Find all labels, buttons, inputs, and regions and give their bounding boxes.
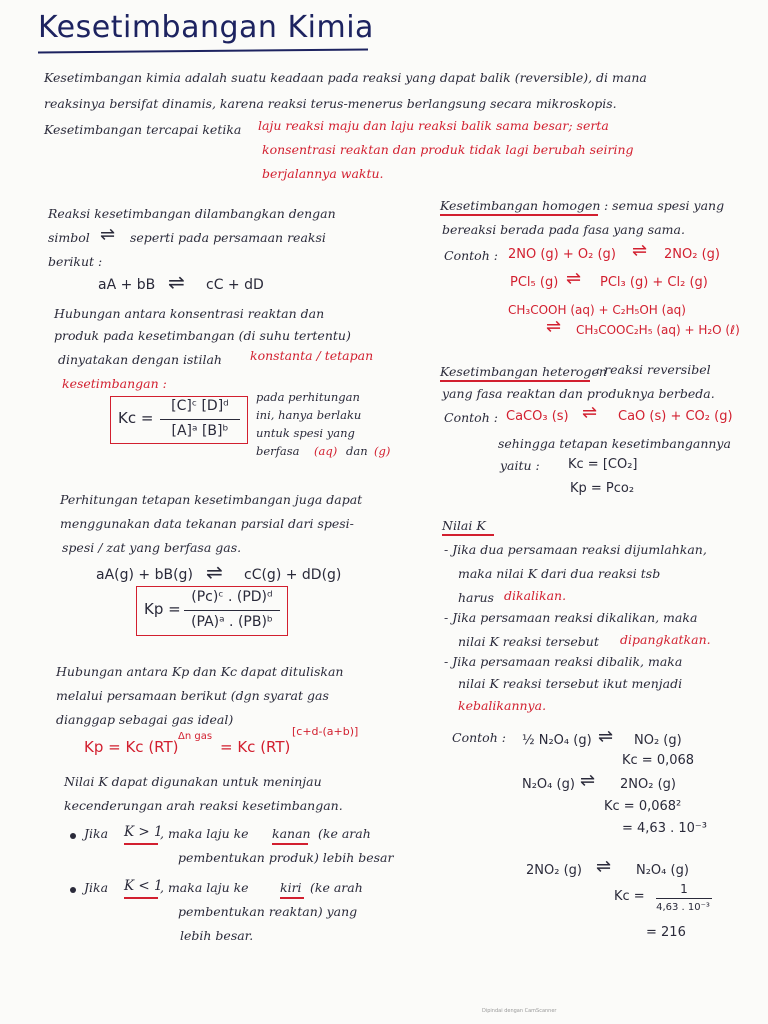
- intro-line-2: reaksinya bersifat dinamis, karena reaksi terus-menerus berlangsung secara mikroskopis.: [44, 96, 617, 111]
- kanan-underline: [272, 843, 308, 845]
- kp-intro-1: Perhitungan tetapan kesetimbangan juga dapat: [60, 492, 363, 507]
- equilibrium-arrow-icon: ⇌: [632, 240, 648, 261]
- nk-1-d: dikalikan.: [504, 588, 567, 603]
- general-eq-right: cC + dD: [206, 277, 264, 293]
- kp-intro-2: menggunakan data tekanan parsial dari spesi-: [60, 516, 354, 531]
- hetero-title: Kesetimbangan heterogen: [440, 364, 607, 379]
- contoh-label: Contoh :: [444, 248, 498, 263]
- ex1-kc: Kc = 0,068: [622, 753, 695, 768]
- rel-line-1: Hubungan antara Kp dan Kc dapat dituliskan: [56, 664, 344, 679]
- equilibrium-arrow-icon: ⇌: [566, 268, 582, 289]
- equilibrium-arrow-icon: ⇌: [596, 856, 612, 877]
- title-underline: [38, 49, 368, 54]
- rel-eq-part-1: Kp = Kc (RT): [84, 738, 179, 756]
- nk-1-c: harus: [458, 590, 494, 605]
- reaksi-line-3: berikut :: [48, 254, 103, 269]
- homo-eq1-right: 2NO₂ (g): [664, 247, 720, 262]
- homo-desc-2: bereaksi berada pada fasa yang sama.: [442, 222, 685, 237]
- example-label: Contoh :: [452, 730, 506, 745]
- equilibrium-arrow-icon: ⇌: [598, 726, 614, 747]
- hetero-desc-2: yang fasa reaktan dan produknya berbeda.: [442, 386, 715, 401]
- hetero-kp: Kp = Pco₂: [570, 481, 635, 496]
- nilai-line-2: kecenderungan arah reaksi kesetimbangan.: [64, 798, 343, 813]
- ex3-denominator: 4,63 . 10⁻³: [656, 902, 710, 913]
- homo-eq2-right: PCl₃ (g) + Cl₂ (g): [600, 275, 708, 290]
- general-eq-left: aA + bB: [98, 277, 156, 293]
- kc-note-1: pada perhitungan: [256, 390, 360, 404]
- hetero-desc-3: sehingga tetapan kesetimbangannya: [498, 436, 731, 451]
- kc-note-4d: (g): [374, 444, 391, 458]
- hetero-eq-right: CaO (s) + CO₂ (g): [618, 409, 733, 424]
- k-lt-1-underline: [124, 897, 158, 899]
- reaksi-line-2a: simbol: [48, 230, 90, 245]
- nk-2-c: dipangkatkan.: [620, 632, 711, 647]
- equilibrium-arrow-icon: ⇌: [546, 316, 562, 337]
- ex3-value: = 216: [646, 925, 686, 940]
- homo-title: Kesetimbangan homogen: [440, 198, 601, 213]
- bullet-2-a: Jika: [84, 880, 109, 895]
- nk-3-a: - Jika persamaan reaksi dibalik, maka: [444, 654, 683, 669]
- kc-denominator: [A]ᵃ [B]ᵇ: [171, 423, 229, 439]
- intro-line-3b: laju reaksi maju dan laju reaksi balik sama besar; serta: [258, 118, 609, 133]
- equilibrium-arrow-icon: ⇌: [100, 224, 116, 245]
- homo-eq3-left: CH₃COOH (aq) + C₂H₅OH (aq): [508, 303, 686, 317]
- nk-3-b: nilai K reaksi tersebut ikut menjadi: [458, 676, 683, 691]
- hub-line-2: produk pada kesetimbangan (di suhu tertentu): [54, 328, 351, 343]
- homo-eq2-left: PCl₅ (g): [510, 275, 559, 290]
- bullet-2-f: pembentukan reaktan) yang: [178, 904, 358, 919]
- hetero-desc-1: : reaksi reversibel: [596, 362, 711, 377]
- ex2-value: = 4,63 . 10⁻³: [622, 821, 707, 836]
- bullet-1-a: Jika: [84, 826, 109, 841]
- kp-eq-right: cC(g) + dD(g): [244, 567, 342, 583]
- kiri-underline: [280, 897, 304, 899]
- hub-line-3b: konstanta / tetapan: [250, 348, 374, 363]
- ex3-right: N₂O₄ (g): [636, 863, 689, 878]
- ex2-left: N₂O₄ (g): [522, 777, 575, 792]
- hub-line-4: kesetimbangan :: [62, 376, 167, 391]
- reaksi-line-1: Reaksi kesetimbangan dilambangkan dengan: [48, 206, 336, 221]
- ex1-right: NO₂ (g): [634, 733, 682, 748]
- homo-eq3-right: CH₃COOC₂H₅ (aq) + H₂O (ℓ): [576, 323, 740, 337]
- kc-note-4a: berfasa: [256, 444, 300, 458]
- equilibrium-arrow-icon: ⇌: [582, 402, 598, 423]
- bullet-2-b: K < 1: [124, 878, 163, 894]
- intro-line-4: konsentrasi reaktan dan produk tidak lagi berubah seiring: [262, 142, 634, 157]
- equilibrium-arrow-icon: ⇌: [580, 770, 596, 791]
- bullet-1-d: kanan: [272, 826, 311, 841]
- reaksi-line-2b: seperti pada persamaan reaksi: [130, 230, 326, 245]
- nk-2-b: nilai K reaksi tersebut: [458, 634, 599, 649]
- bullet-1-b: K > 1: [124, 824, 163, 840]
- hetero-title-underline: [440, 380, 590, 382]
- intro-line-3a: Kesetimbangan tercapai ketika: [44, 122, 242, 137]
- kp-label: Kp =: [144, 600, 181, 618]
- bullet-1-e: (ke arah: [318, 826, 371, 841]
- ex3-left: 2NO₂ (g): [526, 863, 582, 878]
- homo-eq1-left: 2NO (g) + O₂ (g): [508, 247, 616, 262]
- rel-line-2: melalui persamaan berikut (dgn syarat gas: [56, 688, 329, 703]
- nk-1-a: - Jika dua persamaan reaksi dijumlahkan,: [444, 542, 707, 557]
- bullet-icon: [70, 833, 76, 839]
- kp-intro-3: spesi / zat yang berfasa gas.: [62, 540, 242, 555]
- scanner-footer: Dipindai dengan CamScanner: [482, 1008, 557, 1014]
- ex1-left: ½ N₂O₄ (g): [522, 733, 592, 748]
- rel-exp-2: [c+d-(a+b)]: [292, 725, 359, 738]
- contoh-label: Contoh :: [444, 410, 498, 425]
- homo-desc-1: : semua spesi yang: [604, 198, 725, 213]
- rel-eq-part-2: = Kc (RT): [220, 738, 291, 756]
- hetero-eq-left: CaCO₃ (s): [506, 409, 569, 424]
- kp-fraction-line: [184, 610, 280, 611]
- hub-line-3a: dinyatakan dengan istilah: [58, 352, 222, 367]
- equilibrium-arrow-icon: ⇌: [206, 560, 223, 584]
- bullet-1-c: , maka laju ke: [160, 826, 249, 841]
- kp-numerator: (Pc)ᶜ . (PD)ᵈ: [191, 589, 273, 605]
- kc-note-3: untuk spesi yang: [256, 426, 355, 440]
- ex3-numerator: 1: [680, 882, 688, 896]
- nk-3-c: kebalikannya.: [458, 698, 547, 713]
- nk-2-a: - Jika persamaan reaksi dikalikan, maka: [444, 610, 698, 625]
- hetero-kc: Kc = [CO₂]: [568, 457, 638, 472]
- hub-line-1: Hubungan antara konsentrasi reaktan dan: [54, 306, 325, 321]
- intro-line-5: berjalannya waktu.: [262, 166, 384, 181]
- nk-1-b: maka nilai K dari dua reaksi tsb: [458, 566, 661, 581]
- ex3-fraction-line: [656, 898, 712, 899]
- bullet-1-f: pembentukan produk) lebih besar: [178, 850, 394, 865]
- bullet-2-c: , maka laju ke: [160, 880, 249, 895]
- bullet-2-e: (ke arah: [310, 880, 363, 895]
- k-gt-1-underline: [124, 843, 158, 845]
- homo-title-underline: [440, 214, 598, 216]
- kc-note-4b: (aq): [314, 444, 338, 458]
- kp-denominator: (PA)ᵃ . (PB)ᵇ: [191, 614, 273, 630]
- bullet-2-d: kiri: [280, 880, 302, 895]
- kc-numerator: [C]ᶜ [D]ᵈ: [171, 398, 229, 414]
- kc-fraction-line: [160, 419, 240, 420]
- intro-line-1: Kesetimbangan kimia adalah suatu keadaan pada reaksi yang dapat balik (reversible), di mana: [44, 70, 647, 85]
- ex2-kc: Kc = 0,068²: [604, 799, 682, 814]
- kc-label: Kc =: [118, 409, 154, 427]
- bullet-2-g: lebih besar.: [180, 928, 254, 943]
- ex2-right: 2NO₂ (g): [620, 777, 676, 792]
- hetero-desc-4: yaitu :: [500, 458, 540, 473]
- ex3-kc: Kc =: [614, 889, 645, 904]
- nilai-k-underline: [442, 534, 494, 536]
- kc-note-4c: dan: [346, 444, 368, 458]
- bullet-icon: [70, 887, 76, 893]
- nilai-k-title: Nilai K: [442, 518, 486, 533]
- page-title: Kesetimbangan Kimia: [38, 10, 374, 45]
- nilai-line-1: Nilai K dapat digunakan untuk meninjau: [64, 774, 322, 789]
- kc-note-2: ini, hanya berlaku: [256, 408, 362, 422]
- rel-exp-1: Δn gas: [178, 731, 213, 742]
- equilibrium-arrow-icon: ⇌: [168, 270, 185, 294]
- kp-eq-left: aA(g) + bB(g): [96, 567, 193, 583]
- rel-line-3: dianggap sebagai gas ideal): [56, 712, 234, 727]
